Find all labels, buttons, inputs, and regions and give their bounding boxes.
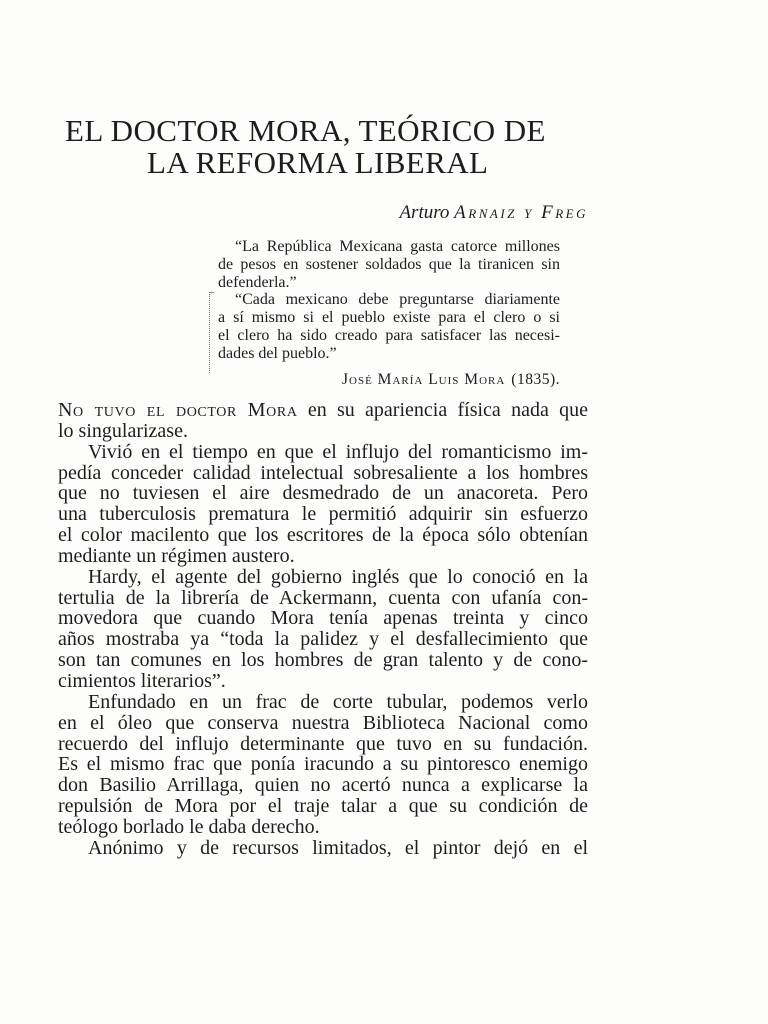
attribution-name: José María Luis Mora [341,371,506,388]
opening-small-caps: No tuvo el doctor Mora [58,399,298,421]
body-line: Anónimo y de recursos limitados, el pintor dejó en el [88,836,588,859]
title-line-2: LA REFORMA LIBERAL [147,145,489,180]
author-first-name: Arturo [399,202,450,223]
body-line: en el óleo que conserva nuestra Biblioteca Nacional como [58,711,588,734]
paragraph [58,692,588,838]
epigraph-line: dades del pueblo.” [218,344,337,362]
body-line: Es el mismo frac que ponía iracundo a su pintoresco enemigo [58,753,588,776]
scan-margin-mark [209,292,214,373]
body-line: movedora que cuando Mora tenía apenas treinta y cinco [58,607,588,630]
body-line: teólogo borlado le daba derecho. [58,815,320,838]
body-line: Hardy, el agente del gobierno inglés que lo conoció en la [88,565,588,588]
paragraph [58,442,588,567]
body-line: una tuberculosis prematura le permitió adquirir sin esfuerzo [58,503,588,526]
epigraph-attribution [342,371,560,389]
epigraph-line: “Cada mexicano debe preguntarse diariamente [235,291,560,309]
attribution-year: (1835). [511,371,560,388]
epigraph-line: de pesos en sostener soldados que la tiranicen sin [218,255,560,273]
body-line: cimientos literarios”. [58,669,226,692]
paragraph [58,838,588,859]
body-line: Vivió en el tiempo en que el influjo del romanticismo im- [88,440,588,463]
body-line-text: en su apariencia física nada que [307,399,589,421]
body-line: Enfundado en un frac de corte tubular, podemos verlo [88,690,588,713]
body-line: pedía conceder calidad intelectual sobresaliente a los hombres [58,461,588,484]
paragraph [58,567,588,692]
epigraph-line: “La República Mexicana gasta catorce millones [235,238,560,255]
body-line: repulsión de Mora por el traje talar a que su condición de [58,795,588,818]
author-surname: Arnaiz y Freg [454,202,588,223]
body-line: son tan comunes en los hombres de gran talento y de cono- [58,649,588,672]
body-line: el color macilento que los escritores de la época sólo obtenían [58,524,588,547]
body-line: mediante un régimen austero. [58,544,295,567]
title-line-1: EL DOCTOR MORA, TEÓRICO DE [65,113,546,148]
epigraph-quote [218,291,560,362]
author-byline [399,202,588,224]
body-line: tertulia de la librería de Ackermann, cuenta con ufanía con- [58,586,588,609]
body-line: recuerdo del influjo determinante que tuvo en su fundación. [58,732,588,755]
paragraph [58,400,588,442]
body-line: don Basilio Arrillaga, quien no acertó nunca a explicarse la [58,774,588,797]
body-line: lo singularizase. [58,419,188,442]
epigraph [218,238,560,363]
epigraph-line: defenderla.” [218,273,297,291]
body-line: años mostraba ya “toda la palidez y el desfallecimiento que [58,628,588,651]
epigraph-quote [218,238,560,291]
article-body [58,400,588,859]
epigraph-line: a sí mismo si el pueblo existe para el clero o si [218,309,560,327]
body-line [58,400,588,421]
epigraph-line: el clero ha sido creado para satisfacer las necesi- [218,326,560,344]
body-line: que no tuviesen el aire desmedrado de un anacoreta. Pero [58,482,588,505]
